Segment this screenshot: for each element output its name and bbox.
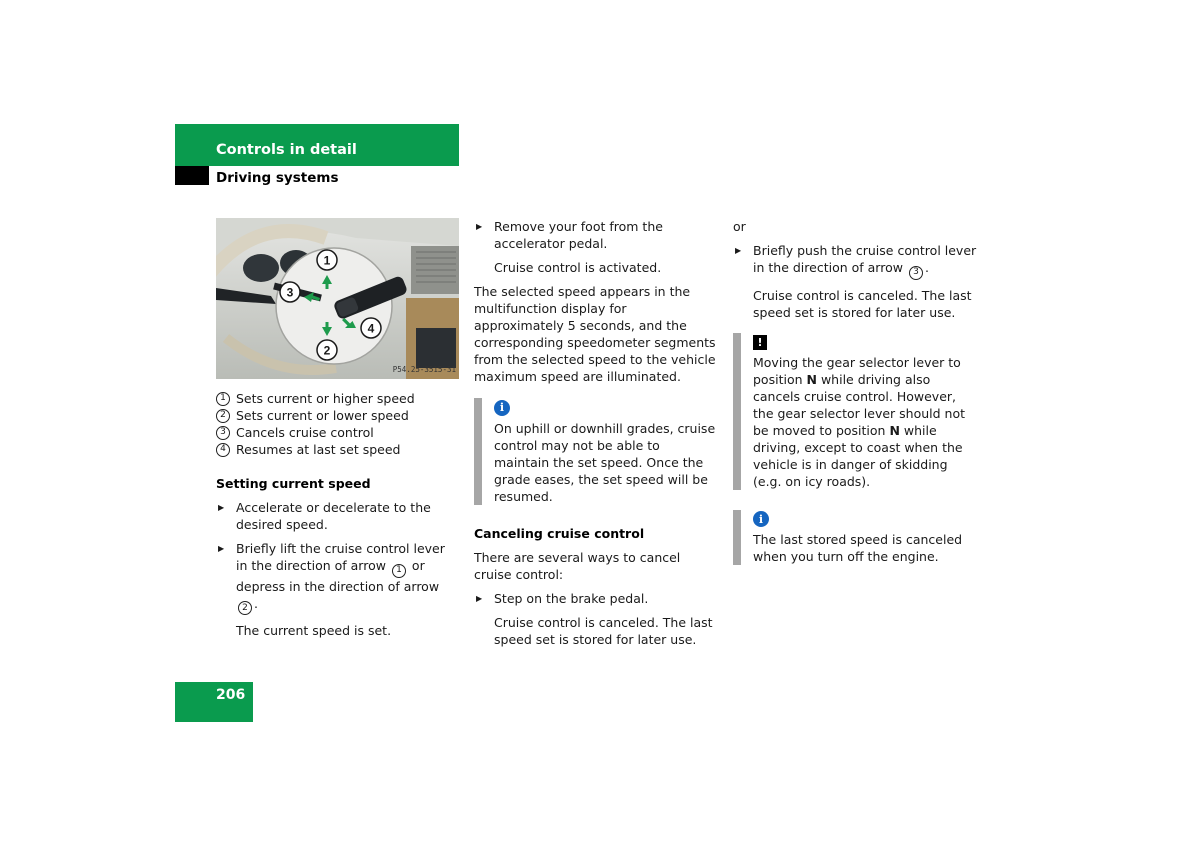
heading-setting-speed: Setting current speed xyxy=(216,476,371,491)
figure-legend xyxy=(216,390,460,458)
header-marker xyxy=(175,166,209,185)
legend-text: Resumes at last set speed xyxy=(236,442,401,457)
step-lift-lever xyxy=(216,540,460,615)
info-icon: i xyxy=(753,511,769,527)
legend-item xyxy=(216,441,460,458)
warning-note xyxy=(733,333,979,490)
circled-number: 3 xyxy=(216,426,230,440)
info-text: On uphill or downhill grades, cruise control may not be able to maintain the set speed. Once the grade eases, the set speed will be resumed. xyxy=(494,420,716,504)
result-speed-set: The current speed is set. xyxy=(236,623,392,638)
info-note xyxy=(733,510,979,566)
circled-number: 2 xyxy=(216,409,230,423)
info-icon: i xyxy=(494,400,510,416)
column-1 xyxy=(216,218,460,639)
circled-number: 3 xyxy=(909,266,923,280)
header-band xyxy=(175,124,459,166)
column-2 xyxy=(474,218,718,648)
cruise-lever-illustration xyxy=(216,218,459,379)
heading-canceling: Canceling cruise control xyxy=(474,525,645,541)
warning-text-part: while driving, except to coast when the vehicle is in danger of skidding (e.g. on icy roads). xyxy=(753,422,963,489)
section-title: Controls in detail xyxy=(216,142,357,158)
section-subtitle: Driving systems xyxy=(216,170,339,186)
or-text: or xyxy=(733,219,746,234)
warning-text-part: Moving the gear selector lever to position xyxy=(753,354,961,387)
circled-number: 1 xyxy=(216,392,230,406)
step-remove-foot: ▶ Remove your foot from the accelerator pedal. xyxy=(474,218,718,252)
gear-position: N xyxy=(889,422,900,438)
gear-position: N xyxy=(806,371,817,387)
warning-text xyxy=(753,354,979,490)
step-brake: ▶ Step on the brake pedal. xyxy=(474,590,718,607)
callout-1-label: 1 xyxy=(323,253,331,268)
column-3 xyxy=(733,218,979,565)
legend-text: Sets current or lower speed xyxy=(236,408,409,423)
page-number: 206 xyxy=(216,687,246,703)
step-text: Briefly push the cruise control lever in the direction of arrow xyxy=(753,243,977,275)
step-accelerate: ▶ Accelerate or decelerate to the desired speed. xyxy=(216,499,460,533)
legend-item xyxy=(216,424,460,441)
step-text: . xyxy=(924,260,929,275)
legend-item xyxy=(216,407,460,424)
callout-3-label: 3 xyxy=(286,285,294,300)
legend-item xyxy=(216,390,460,407)
legend-text: Cancels cruise control xyxy=(236,425,374,440)
legend-text: Sets current or higher speed xyxy=(236,391,415,406)
warning-text-part: while driving also cancels cruise control. However, the gear selector lever should not be moved to position xyxy=(753,371,966,438)
note-bar xyxy=(733,333,741,490)
warning-icon: ! xyxy=(753,335,767,350)
step-text: or depress in the direction of arrow xyxy=(236,558,440,594)
result-canceled: Cruise control is canceled. The last speed set is stored for later use. xyxy=(494,614,713,647)
info-note xyxy=(474,398,718,505)
step-push-lever xyxy=(733,242,979,280)
paragraph-cancel-intro: There are several ways to cancel cruise control: xyxy=(474,549,681,582)
info-text: The last stored speed is canceled when you turn off the engine. xyxy=(753,532,963,564)
paragraph-display: The selected speed appears in the multifunction display for approximately 5 seconds, and the corresponding speedometer segments from the selected speed to the vehicle maximum speed are illuminated. xyxy=(474,284,716,384)
step-text: . xyxy=(254,595,258,611)
step-text: Briefly lift the cruise control lever in the direction of arrow xyxy=(236,541,445,573)
result-canceled-2: Cruise control is canceled. The last speed set is stored for later use. xyxy=(753,287,972,320)
figure-code: P54.25-3515-31 xyxy=(392,365,456,374)
result-activated: Cruise control is activated. xyxy=(494,260,662,275)
circled-number: 4 xyxy=(216,443,230,457)
circled-number: 1 xyxy=(392,564,406,578)
callout-2-label: 2 xyxy=(323,343,331,358)
page-number-box xyxy=(175,682,253,722)
cruise-control-figure xyxy=(216,218,459,379)
note-bar xyxy=(474,398,482,505)
circled-number: 2 xyxy=(238,601,252,615)
note-bar xyxy=(733,510,741,566)
callout-4-label: 4 xyxy=(367,321,375,336)
